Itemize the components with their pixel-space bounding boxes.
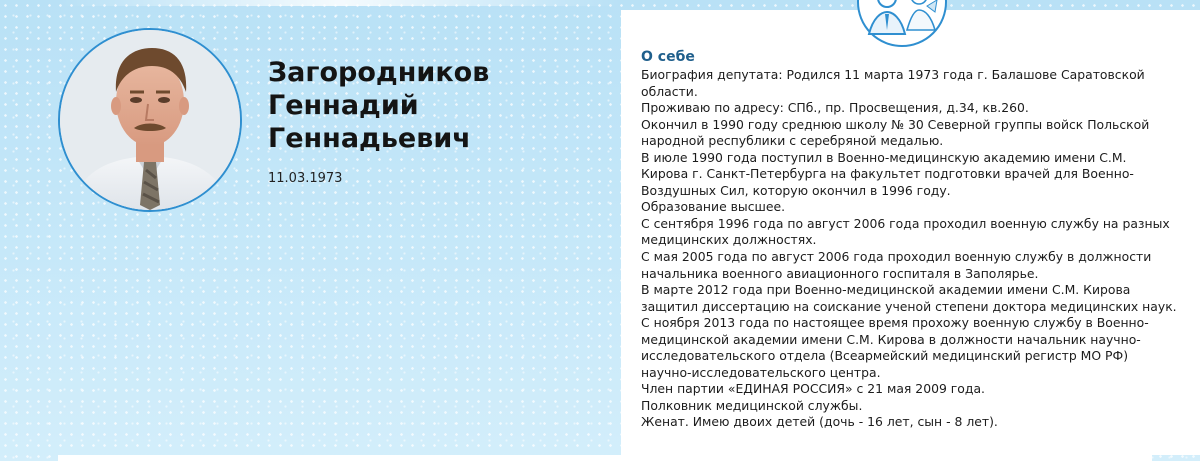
avatar [58,28,242,212]
bio-line: медицинской академии имени С.М. Кирова в должности начальник научно- [641,331,1141,347]
name-line-first-name: Геннадий [268,90,419,121]
bio-line: С сентября 1996 года по август 2006 года проходил военную службу на разных [641,215,1170,231]
bio-line: Женат. Имею двоих детей (дочь - 16 лет, сын - 8 лет). [641,414,998,430]
bio-line: Окончил в 1990 году среднюю школу № 30 Северной группы войск Польской [641,116,1150,132]
bio-line: медицинских должностях. [641,232,817,248]
bio-line: исследовательского отдела (Всеармейский медицинский регистр МО РФ) [641,348,1129,364]
about-title: О себе [641,49,695,65]
bottom-divider [58,455,1152,461]
bio-line: С ноября 2013 года по настоящее время прохожу военную службу в Военно- [641,315,1149,331]
bio-line: области. [641,83,698,99]
top-divider [60,0,620,6]
deputy-name [268,56,489,155]
bio-line: начальника военного авиационного госпиталя в Заполярье. [641,265,1039,281]
birthdate: 11.03.1973 [268,171,343,186]
bio-line: защитил диссертацию на соискание ученой степени доктора медицинских наук. [641,298,1177,314]
bio-line: Проживаю по адресу: СПб., пр. Просвещения, д.34, кв.260. [641,100,1029,116]
bio-line: народной республики с серебряной медалью. [641,133,944,149]
portrait-image [60,30,240,210]
bio-line: Образование высшее. [641,199,786,215]
bio-line: научно-исследовательского центра. [641,364,881,380]
deputy-emblem-icon [857,0,947,48]
bio-line: Биография депутата: Родился 11 марта 1973 года г. Балашове Саратовской [641,67,1145,82]
name-line-surname: Загородников [268,57,490,88]
about-text [641,67,1200,431]
bio-line: Кирова г. Санкт-Петербурга на факультет подготовки врачей для Военно- [641,166,1134,182]
bio-line: С мая 2005 года по август 2006 года проходил военную службу в должности [641,249,1152,265]
name-line-patronymic: Геннадьевич [268,123,471,154]
bio-line: Воздушных Сил, которую окончил в 1996 году. [641,182,951,198]
bio-line: В марте 2012 года при Военно-медицинской академии имени С.М. Кирова [641,282,1131,298]
bio-line: В июле 1990 года поступил в Военно-медицинскую академию имени С.М. [641,149,1127,165]
bio-line: Полковник медицинской службы. [641,397,863,413]
about-panel [621,10,1200,455]
bio-line: Член партии «ЕДИНАЯ РОССИЯ» с 21 мая 2009 года. [641,381,985,397]
